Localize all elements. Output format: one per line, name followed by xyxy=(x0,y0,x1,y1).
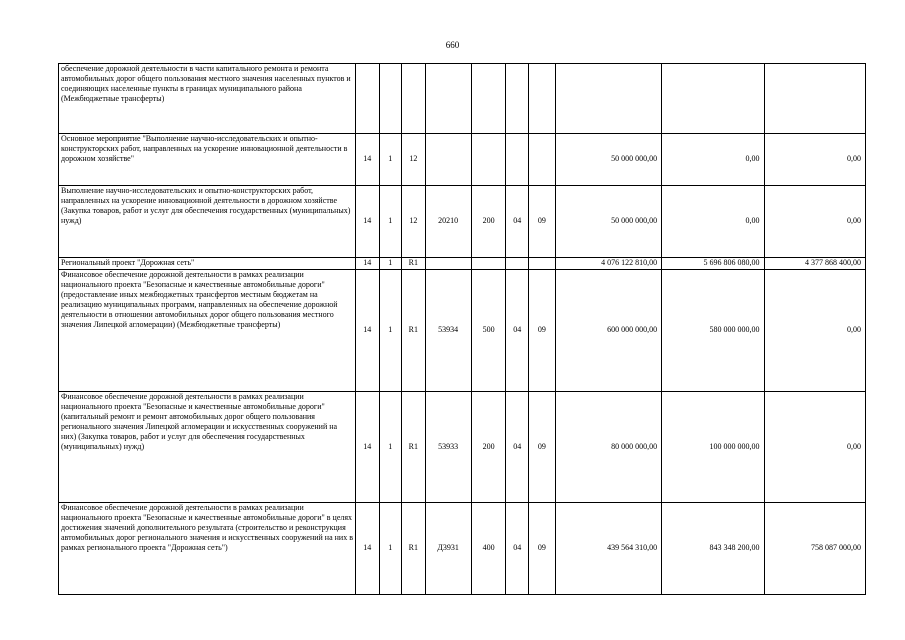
pp-code: 1 xyxy=(379,270,402,392)
pp-code: 1 xyxy=(379,258,402,270)
subsection-code xyxy=(529,64,556,134)
amount-year-3: 0,00 xyxy=(764,186,865,258)
gp-code xyxy=(355,64,379,134)
amount-year-3: 0,00 xyxy=(764,134,865,186)
section-code: 04 xyxy=(506,270,529,392)
gp-code: 14 xyxy=(355,258,379,270)
expense-type-code: 200 xyxy=(471,186,506,258)
table-row xyxy=(59,186,866,258)
page-number: 660 xyxy=(445,40,460,50)
amount-year-3: 758 087 000,00 xyxy=(764,503,865,595)
amount-year-2: 100 000 000,00 xyxy=(662,392,764,503)
subsection-code: 09 xyxy=(529,186,556,258)
gp-code: 14 xyxy=(355,270,379,392)
amount-year-2 xyxy=(662,64,764,134)
subsection-code xyxy=(529,258,556,270)
amount-year-2: 0,00 xyxy=(662,186,764,258)
expense-type-code: 500 xyxy=(471,270,506,392)
budget-table xyxy=(58,63,866,595)
gp-code: 14 xyxy=(355,134,379,186)
section-code xyxy=(506,258,529,270)
section-code: 04 xyxy=(506,503,529,595)
row-name: Финансовое обеспечение дорожной деятельности в рамках реализации национального проекта "Безопасные и качественные автомобильные дороги" (капитальный ремонт и ремонт автомобильных дорог общего пользования регионального значения Липецкой агломерации и искусственных сооружений на них) (Закупка товаров, работ и услуг для обеспечения государственных (муниципальных) нужд) xyxy=(59,392,356,503)
amount-year-3: 0,00 xyxy=(764,392,865,503)
direction-code xyxy=(425,258,471,270)
amount-year-1: 50 000 000,00 xyxy=(555,186,662,258)
amount-year-2: 843 348 200,00 xyxy=(662,503,764,595)
om-code: 12 xyxy=(402,186,426,258)
expense-type-code xyxy=(471,64,506,134)
row-name: Региональный проект "Дорожная сеть" xyxy=(59,258,356,270)
direction-code: Д3931 xyxy=(425,503,471,595)
gp-code: 14 xyxy=(355,392,379,503)
amount-year-2: 5 696 806 080,00 xyxy=(662,258,764,270)
section-code: 04 xyxy=(506,392,529,503)
row-name: Финансовое обеспечение дорожной деятельности в рамках реализации национального проекта "Безопасные и качественные автомобильные дороги" в целях достижения значений дополнительного результата (строительство и реконструкция автомобильных дорог регионального значения и искусственных сооружений на них в рамках регионального проекта "Дорожная сеть") xyxy=(59,503,356,595)
table-row xyxy=(59,64,866,134)
direction-code: 53934 xyxy=(425,270,471,392)
amount-year-1: 80 000 000,00 xyxy=(555,392,662,503)
expense-type-code xyxy=(471,134,506,186)
expense-type-code xyxy=(471,258,506,270)
amount-year-1: 600 000 000,00 xyxy=(555,270,662,392)
table-row xyxy=(59,392,866,503)
gp-code: 14 xyxy=(355,503,379,595)
section-code xyxy=(506,64,529,134)
subsection-code: 09 xyxy=(529,270,556,392)
table-row xyxy=(59,503,866,595)
direction-code xyxy=(425,134,471,186)
amount-year-3: 0,00 xyxy=(764,270,865,392)
amount-year-3 xyxy=(764,64,865,134)
direction-code xyxy=(425,64,471,134)
amount-year-1 xyxy=(555,64,662,134)
gp-code: 14 xyxy=(355,186,379,258)
subsection-code xyxy=(529,134,556,186)
amount-year-1: 50 000 000,00 xyxy=(555,134,662,186)
pp-code xyxy=(379,64,402,134)
expense-type-code: 400 xyxy=(471,503,506,595)
amount-year-2: 580 000 000,00 xyxy=(662,270,764,392)
direction-code: 53933 xyxy=(425,392,471,503)
direction-code: 20210 xyxy=(425,186,471,258)
subsection-code: 09 xyxy=(529,503,556,595)
pp-code: 1 xyxy=(379,392,402,503)
expense-type-code: 200 xyxy=(471,392,506,503)
om-code: R1 xyxy=(402,258,426,270)
om-code: R1 xyxy=(402,392,426,503)
amount-year-1: 4 076 122 810,00 xyxy=(555,258,662,270)
amount-year-2: 0,00 xyxy=(662,134,764,186)
row-name: Выполнение научно-исследовательских и опытно-конструкторских работ, направленных на ускорение инновационной деятельности в дорожном хозяйстве (Закупка товаров, работ и услуг для обеспечения государственных (муниципальных) нужд) xyxy=(59,186,356,258)
om-code: R1 xyxy=(402,270,426,392)
table-row xyxy=(59,258,866,270)
pp-code: 1 xyxy=(379,186,402,258)
table-row xyxy=(59,270,866,392)
row-name: обеспечение дорожной деятельности в части капитального ремонта и ремонта автомобильных дорог общего пользования местного значения населенных пунктов и соединяющих населенные пункты в границах муниципального района (Межбюджетные трансферты) xyxy=(59,64,356,134)
amount-year-1: 439 564 310,00 xyxy=(555,503,662,595)
row-name: Основное мероприятие "Выполнение научно-исследовательских и опытно-конструкторских работ, направленных на ускорение инновационной деятельности в дорожном хозяйстве" xyxy=(59,134,356,186)
amount-year-3: 4 377 868 400,00 xyxy=(764,258,865,270)
row-name: Финансовое обеспечение дорожной деятельности в рамках реализации национального проекта "Безопасные и качественные автомобильные дороги" (предоставление иных межбюджетных трансфертов местным бюджетам на реализацию муниципальных программ, направленных на обеспечение дорожной деятельности в отношении автомобильных дорог общего пользования местного значения Липецкой агломерации) (Межбюджетные трансферты) xyxy=(59,270,356,392)
om-code: 12 xyxy=(402,134,426,186)
table-row xyxy=(59,134,866,186)
pp-code: 1 xyxy=(379,134,402,186)
section-code: 04 xyxy=(506,186,529,258)
om-code xyxy=(402,64,426,134)
om-code: R1 xyxy=(402,503,426,595)
section-code xyxy=(506,134,529,186)
pp-code: 1 xyxy=(379,503,402,595)
subsection-code: 09 xyxy=(529,392,556,503)
